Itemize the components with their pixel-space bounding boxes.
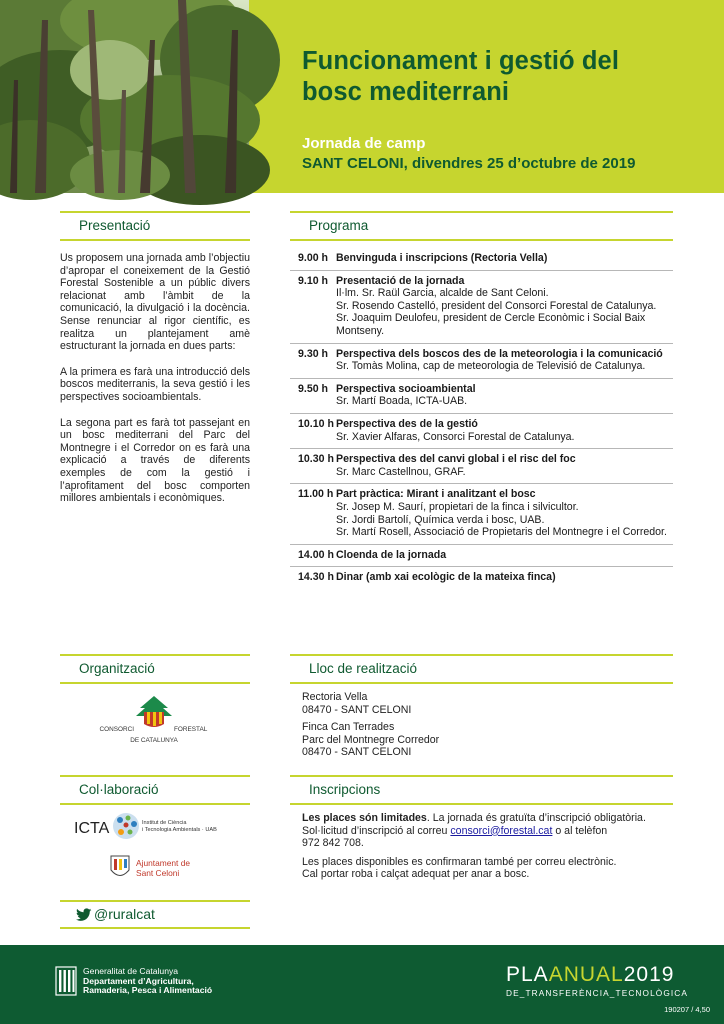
programme-time: 14.30 h <box>298 571 334 584</box>
programme-title: Perspectiva des del canvi global i el risc del foc <box>336 453 576 466</box>
programme-list <box>290 248 673 589</box>
programme-row <box>290 414 673 449</box>
programme-time: 10.10 h <box>298 417 334 430</box>
section-header-collaboracio: Col·laboració <box>60 775 250 805</box>
document-code: 190207 / 4,50 <box>664 1005 710 1014</box>
programme-row <box>290 484 673 544</box>
programme-title: Dinar (amb xai ecològic de la mateixa finca) <box>336 571 556 584</box>
svg-text:FORESTAL: FORESTAL <box>174 726 208 733</box>
programme-speaker: Sr. Josep M. Saurí, propietari de la finca i silvicultor. <box>336 500 579 513</box>
programme-time: 11.00 h <box>298 488 334 501</box>
venue-line: 08470 - SANT CELONI <box>302 746 412 759</box>
programme-time: 9.10 h <box>298 274 329 287</box>
email-link[interactable]: consorci@forestal.cat <box>450 824 553 837</box>
programme-speaker: Sr. Xavier Alfaras, Consorci Forestal de Catalunya. <box>336 430 575 443</box>
footer-bar <box>0 945 724 1024</box>
presentacio-paragraph: A la primera es farà una introducció dels boscos mediterranis, la seva gestió i les perspectives socioambientals. <box>60 365 250 403</box>
programme-row <box>290 545 673 568</box>
programme-speaker: Sr. Marc Castellnou, GRAF. <box>336 465 466 478</box>
programme-row <box>290 567 673 589</box>
twitter-handle-box[interactable] <box>60 900 250 929</box>
gencat-emblem-icon <box>55 966 77 996</box>
phone-number: 972 842 708. <box>302 837 364 850</box>
venue-line: Parc del Montnegre Corredor <box>302 733 440 746</box>
venue-line: Finca Can Terrades <box>302 721 395 734</box>
programme-row <box>290 379 673 414</box>
venue-text <box>302 691 662 759</box>
ajuntament-logo <box>108 853 218 883</box>
programme-speaker: Sr. Martí Rosell, Associació de Propietaris del Montnegre i el Corredor. <box>336 526 667 539</box>
clothing-note: Cal portar roba i calçat adequat per anar a bosc. <box>302 868 530 881</box>
svg-text:i Tecnologia Ambientals · UAB: i Tecnologia Ambientals · UAB <box>142 827 217 833</box>
programme-speaker: Sr. Tomàs Molina, cap de meteorologia de Televisió de Catalunya. <box>336 360 646 373</box>
page-title: Funcionament i gestió del bosc mediterrani <box>302 47 620 106</box>
icta-logo <box>72 810 242 844</box>
programme-time: 9.50 h <box>298 382 329 395</box>
section-header-presentacio: Presentació <box>60 211 250 241</box>
programme-row <box>290 271 673 344</box>
programme-title: Presentació de la jornada <box>336 274 465 287</box>
programme-title: Perspectiva dels boscos des de la meteorologia i la comunicació <box>336 347 663 360</box>
programme-title: Perspectiva des de la gestió <box>336 417 478 430</box>
programme-speaker: Sr. Martí Boada, ICTA-UAB. <box>336 395 468 408</box>
programme-title: Perspectiva socioambiental <box>336 382 476 395</box>
programme-speaker: Sr. Jordi Bartolí, Química verda i bosc, UAB. <box>336 513 545 526</box>
header-banner <box>0 0 724 193</box>
confirmation-note: Les places disponibles es confirmaran també per correu electrònic. <box>302 855 617 868</box>
twitter-handle[interactable]: @ruralcat <box>94 906 155 922</box>
programme-row <box>290 344 673 379</box>
section-header-organitzacio: Organització <box>60 654 250 684</box>
programme-time: 14.00 h <box>298 548 334 561</box>
programme-row <box>290 449 673 484</box>
programme-row <box>290 248 673 271</box>
programme-title: Part pràctica: Mirant i analitzant el bosc <box>336 488 536 501</box>
venue-line: 08470 - SANT CELONI <box>302 703 412 716</box>
inscripcions-text: Les places són limitades. La jornada és gratuïta d’inscripció obligatòria. Sol·licitud d’inscripció al correu consorci@forestal.cat o al telèfon 972 842 708. Les places disponibles es confirmaran també per correu electrònic. Cal portar roba i calçat adequat per anar a bosc. <box>302 812 682 881</box>
programme-time: 10.30 h <box>298 453 334 466</box>
presentacio-text <box>60 252 250 518</box>
gencat-logo: Generalitat de Catalunya Departament d’Agricultura, Ramaderia, Pesca i Alimentació <box>55 966 77 1001</box>
section-header-lloc: Lloc de realització <box>290 654 673 684</box>
section-header-programa: Programa <box>290 211 673 241</box>
programme-title: Cloenda de la jornada <box>336 548 447 561</box>
programme-speaker: Sr. Joaquim Deulofeu, president de Cercle Econòmic i Social Baix Montseny. <box>336 312 646 337</box>
svg-text:Institut de Ciència: Institut de Ciència <box>142 820 187 826</box>
ajuntament-shield-icon <box>108 853 218 883</box>
twitter-bird-icon <box>76 908 92 922</box>
programme-title: Benvinguda i inscripcions (Rectoria Vella) <box>336 252 548 264</box>
programme-speaker: Il·lm. Sr. Raül Garcia, alcalde de Sant Celoni. <box>336 287 549 300</box>
section-header-inscripcions: Inscripcions <box>290 775 673 805</box>
programme-time: 9.00 h <box>298 252 329 264</box>
venue-line: Rectoria Vella <box>302 691 368 703</box>
presentacio-paragraph: La segona part es farà tot passejant en un bosc mediterrani del Parc del Montnegre i el Corredor on es farà una explicació a través de diferents exemples de com la gestió i l’aprofitament del bosc comporten millores ambientals i econòmiques. <box>60 416 250 505</box>
svg-text:ICTA: ICTA <box>74 820 110 837</box>
forest-photo <box>0 0 249 193</box>
event-date: SANT CELONI, divendres 25 d’octubre de 2019 <box>302 155 636 172</box>
icta-emblem-icon <box>72 810 242 844</box>
event-type: Jornada de camp <box>302 135 426 152</box>
forest-image <box>0 0 249 193</box>
svg-text:DE CATALUNYA: DE CATALUNYA <box>130 737 178 744</box>
pla-anual-logo: PLAANUAL2019 DE_TRANSFERÈNCIA_TECNOLÒGICA <box>506 963 689 998</box>
svg-text:Sant Celoni: Sant Celoni <box>136 868 180 878</box>
presentacio-paragraph: Us proposem una jornada amb l’objectiu d’apropar el coneixement de la Gestió Forestal Sostenible a un públic divers relacionat amb l’àmbit de la comunicació, la divulgació i la docència. Sense renunciar al rigor científic, es realitza un plantejament amè estructurant la jornada en dues parts: <box>60 252 250 353</box>
svg-text:CONSORCI: CONSORCI <box>99 726 134 733</box>
programme-speaker: Sr. Rosendo Castelló, president del Consorci Forestal de Catalunya. <box>336 299 657 312</box>
consorci-forestal-emblem-icon <box>99 694 208 746</box>
svg-text:Ajuntament de: Ajuntament de <box>136 858 191 868</box>
limited-places-note: Les places són limitades <box>302 812 427 824</box>
programme-time: 9.30 h <box>298 347 329 360</box>
consorci-forestal-logo <box>99 694 208 746</box>
